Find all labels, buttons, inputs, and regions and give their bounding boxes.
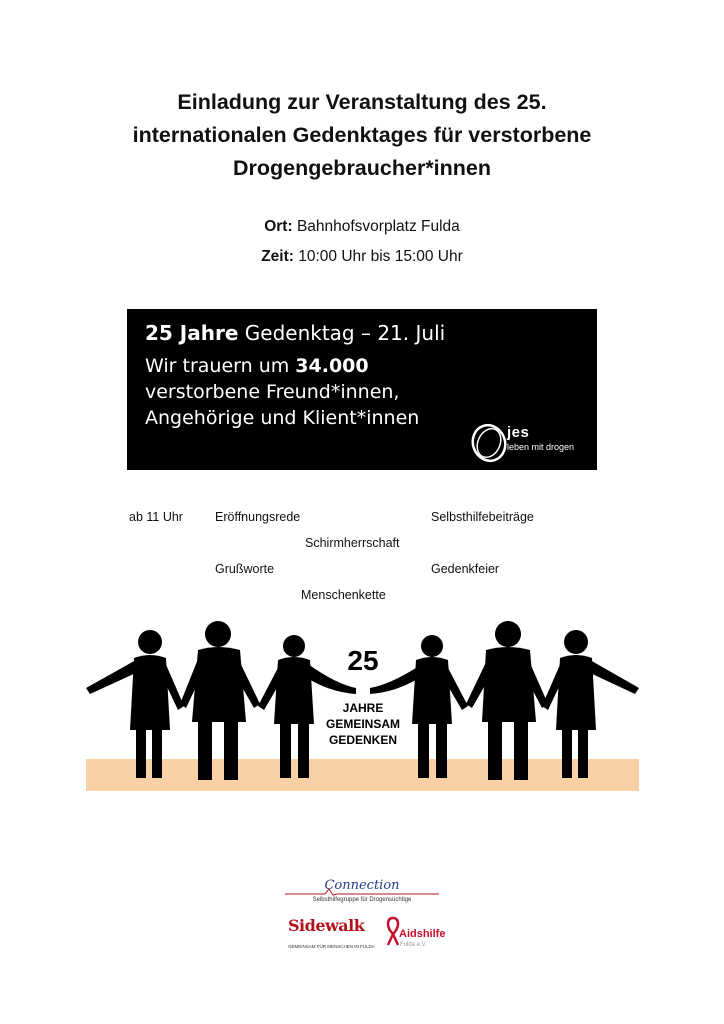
location-line — [0, 218, 724, 236]
schedule-start: ab 11 Uhr — [129, 510, 183, 524]
ground-band — [86, 759, 639, 791]
time-line — [0, 248, 724, 266]
sidewalk-subtitle: GEMEINSAM FÜR MENSCHEN IN FULDA — [288, 944, 375, 949]
jes-ring-icon — [469, 422, 509, 464]
schedule-item: Schirmherrschaft — [305, 536, 400, 550]
schedule-item: Gedenkfeier — [431, 562, 500, 576]
sidewalk-name: Sidewalk — [288, 916, 365, 935]
banner-line-4: Angehörige und Klient*innen — [145, 407, 420, 429]
sidewalk-logo — [286, 912, 382, 956]
illustration-line-1: JAHRE — [342, 701, 384, 715]
heartbeat-line-icon — [285, 888, 439, 896]
memorial-banner — [127, 309, 597, 470]
banner-years: 25 Jahre — [145, 321, 239, 345]
aidshilfe-logo — [386, 912, 446, 956]
schedule-item: Selbsthilfebeiträge — [431, 510, 534, 524]
banner-count: 34.000 — [295, 355, 369, 377]
illustration-line-3: GEDENKEN — [328, 733, 398, 747]
aidshilfe-subtitle: Fulda e.V. — [400, 942, 427, 948]
banner-mourn-text: Wir trauern um — [145, 355, 296, 377]
partner-logos — [282, 876, 446, 956]
jes-logo — [469, 422, 593, 464]
schedule-item: Eröffnungsrede — [215, 510, 301, 524]
time-value: 10:00 Uhr bis 15:00 Uhr — [298, 248, 463, 265]
jes-tagline: leben mit drogen — [507, 442, 575, 452]
page-title — [60, 86, 664, 185]
human-chain-illustration — [86, 618, 639, 791]
banner-date: Gedenktag – 21. Juli — [238, 321, 446, 345]
title-line-1: Einladung zur Veranstaltung des 25. — [177, 90, 547, 114]
red-ribbon-icon — [386, 916, 400, 946]
banner-line-1 — [145, 321, 445, 345]
time-label: Zeit: — [261, 248, 294, 265]
connection-name: Connection — [324, 878, 400, 893]
schedule-item: Menschenkette — [301, 588, 386, 602]
illustration-line-2: GEMEINSAM — [325, 717, 401, 731]
connection-logo — [282, 876, 442, 903]
jes-name: jes — [507, 424, 530, 441]
banner-line-3: verstorbene Freund*innen, — [145, 381, 400, 403]
banner-line-2 — [145, 355, 369, 377]
aidshilfe-name: Aidshilfe — [399, 928, 446, 940]
title-line-3: Drogengebraucher*innen — [232, 156, 492, 180]
location-value: Bahnhofsvorplatz Fulda — [296, 218, 460, 235]
illustration-number: 25 — [347, 645, 379, 676]
schedule-item: Grußworte — [215, 562, 275, 576]
connection-subtitle: Selbsthilfegruppe für Drogensüchtige — [312, 897, 412, 903]
title-line-2: internationalen Gedenktages für verstorbene — [132, 123, 592, 147]
location-label: Ort: — [264, 218, 293, 235]
